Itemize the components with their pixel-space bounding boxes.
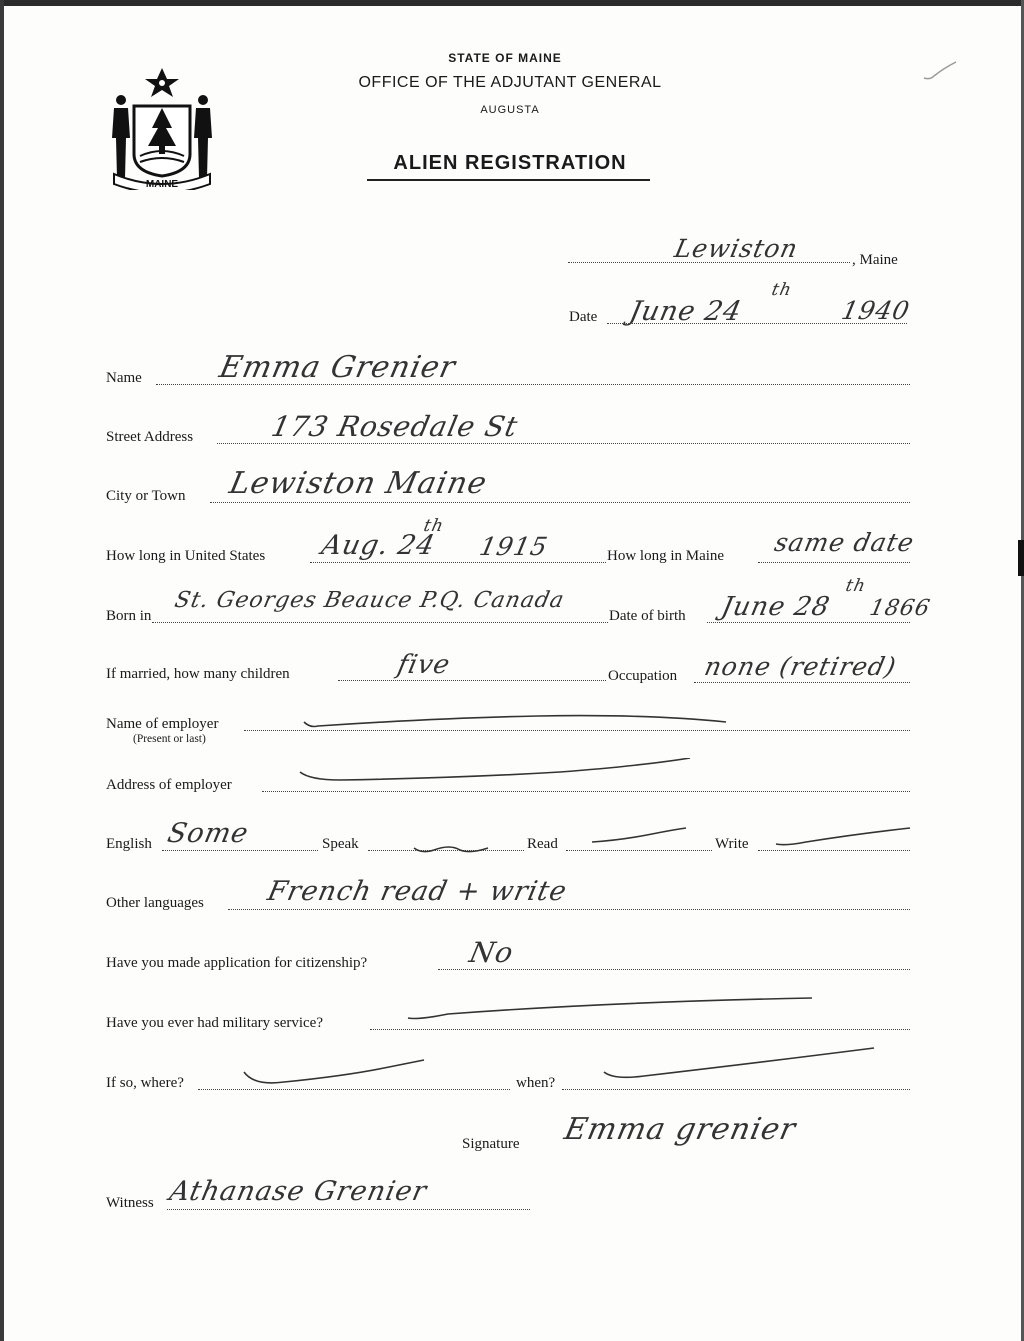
- name-value: Emma Grenier: [216, 350, 460, 385]
- citizenship-value: No: [466, 936, 517, 969]
- english-label: English: [106, 836, 152, 852]
- date-ordinal: th: [769, 280, 794, 300]
- city-value: Lewiston Maine: [226, 466, 491, 501]
- city-heading: AUGUSTA: [480, 104, 540, 116]
- english-value: Some: [164, 818, 252, 849]
- dob-line: [707, 622, 910, 623]
- citizenship-label: Have you made application for citizenship?: [106, 955, 368, 971]
- speak-label: Speak: [322, 836, 359, 852]
- employer-sublabel: (Present or last): [133, 733, 206, 745]
- dob-value: June 28: [718, 592, 833, 622]
- when-label: when?: [516, 1075, 556, 1091]
- street-line: [217, 443, 910, 444]
- born-in-line: [152, 622, 608, 623]
- read-label: Read: [527, 836, 558, 852]
- occupation-value: none (retired): [701, 652, 900, 681]
- form-title: ALIEN REGISTRATION: [393, 152, 627, 174]
- state-heading: STATE OF MAINE: [448, 51, 562, 65]
- how-long-us-ordinal: th: [421, 516, 446, 536]
- citizenship-line: [438, 969, 910, 970]
- write-label: Write: [715, 836, 749, 852]
- how-long-us-year: 1915: [476, 532, 551, 561]
- employer-address-label: Address of employer: [106, 777, 232, 793]
- employer-label: Name of employer: [106, 716, 219, 732]
- witness-label: Witness: [106, 1195, 154, 1211]
- date-year: 1940: [838, 296, 913, 325]
- where-label: If so, where?: [106, 1075, 184, 1091]
- other-languages-value: French read + write: [264, 876, 570, 907]
- how-long-us-value: Aug. 24: [318, 530, 438, 561]
- how-long-us-line: [310, 562, 606, 563]
- maine-state-seal-icon: [108, 66, 216, 190]
- place-value: Lewiston: [671, 234, 801, 263]
- name-label: Name: [106, 370, 142, 386]
- city-label: City or Town: [106, 488, 186, 504]
- dob-year: 1866: [867, 596, 933, 621]
- street-value: 173 Rosedale St: [268, 410, 522, 443]
- dob-label: Date of birth: [609, 608, 686, 624]
- children-value: five: [394, 650, 454, 680]
- check-mark-icon: [922, 60, 958, 82]
- english-line: [162, 850, 318, 851]
- write-line: [758, 850, 910, 851]
- military-line: [370, 1029, 910, 1030]
- when-line: [562, 1089, 910, 1090]
- read-line: [566, 850, 712, 851]
- scan-edge-left: [0, 0, 4, 1341]
- date-label: Date: [569, 309, 598, 325]
- scan-edge-top: [0, 0, 1024, 6]
- other-languages-line: [228, 909, 910, 910]
- seal-text: MAINE: [145, 179, 179, 190]
- signature-label: Signature: [462, 1136, 520, 1152]
- where-dash-stroke: [240, 1056, 440, 1086]
- when-dash-stroke: [600, 1046, 880, 1082]
- title-underline: [367, 179, 650, 181]
- occupation-line: [694, 682, 910, 683]
- where-line: [198, 1089, 510, 1090]
- born-in-label: Born in: [106, 608, 152, 624]
- write-dash-stroke: [774, 826, 914, 850]
- city-line: [210, 502, 910, 503]
- office-heading: OFFICE OF THE ADJUTANT GENERAL: [358, 74, 662, 91]
- born-in-value: St. Georges Beauce P.Q. Canada: [172, 588, 567, 613]
- employer-dash-stroke: [300, 712, 730, 732]
- how-long-us-label: How long in United States: [106, 548, 266, 564]
- scan-edge-mark: [1018, 540, 1024, 576]
- children-line: [338, 680, 606, 681]
- witness-value: Athanase Grenier: [166, 1176, 430, 1207]
- military-label: Have you ever had military service?: [106, 1015, 323, 1031]
- dob-ordinal: th: [843, 576, 868, 596]
- read-dash-stroke: [590, 826, 690, 848]
- children-label: If married, how many children: [106, 666, 290, 682]
- witness-line: [167, 1209, 530, 1210]
- employer-address-line: [262, 791, 910, 792]
- employer-address-dash-stroke: [296, 758, 696, 784]
- speak-dash-stroke: [412, 838, 492, 856]
- signature-value: Emma grenier: [561, 1112, 800, 1147]
- how-long-maine-line: [758, 562, 910, 563]
- occupation-label: Occupation: [608, 668, 678, 684]
- other-languages-label: Other languages: [106, 895, 204, 911]
- military-dash-stroke: [406, 996, 816, 1022]
- street-label: Street Address: [106, 429, 194, 445]
- date-month-day: June 24: [626, 296, 745, 327]
- how-long-maine-value: same date: [771, 528, 918, 557]
- place-suffix: , Maine: [852, 252, 898, 268]
- how-long-maine-label: How long in Maine: [607, 548, 725, 564]
